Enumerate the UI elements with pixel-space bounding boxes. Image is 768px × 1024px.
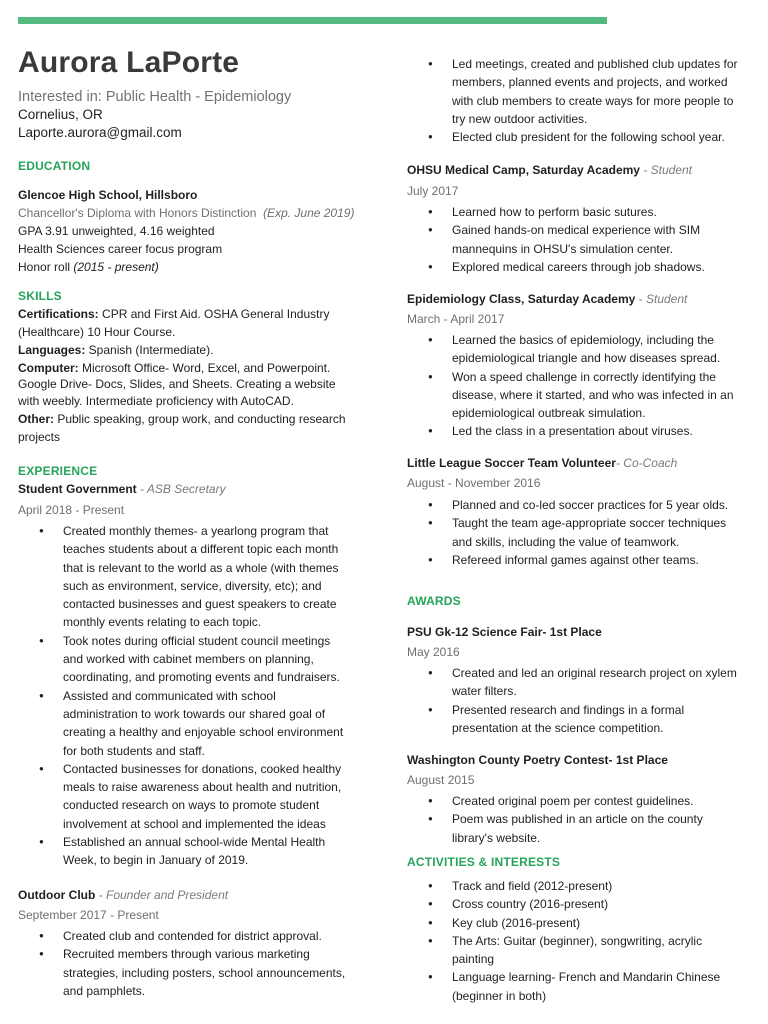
job-title-ohsu — [407, 163, 692, 177]
list-item — [18, 927, 368, 945]
list-item — [407, 914, 752, 932]
skill-other — [18, 410, 346, 428]
list-item — [407, 496, 752, 514]
bullet-text-line: involvement at school and implemented the ideas — [63, 816, 326, 831]
list-item — [407, 810, 752, 847]
bullet-text-line: water filters. — [452, 684, 517, 699]
other-line2: projects — [18, 430, 61, 444]
honor-text: Honor roll — [18, 260, 71, 274]
job-title-little-league — [407, 456, 677, 470]
list-item — [407, 368, 752, 423]
bullet-text-line: coordinating, and promoting events and fundraisers. — [63, 670, 340, 685]
job-date: March - April 2017 — [407, 312, 505, 326]
list-item — [407, 514, 752, 551]
list-item — [18, 687, 368, 760]
bullet-text-line: meals to raise awareness about health and nutrition, — [63, 780, 342, 795]
bullet-text-line: mannequins in OHSU's simulation center. — [452, 241, 674, 256]
other-label: Other: — [18, 412, 54, 426]
bullet-text-line: ● Led meetings, created and published club updates for — [452, 57, 738, 71]
award-date: May 2016 — [407, 645, 460, 659]
list-item — [407, 551, 752, 569]
awards-heading: AWARDS — [407, 594, 461, 608]
job-title: Outdoor Club — [18, 888, 96, 902]
bullet-text-line: ● The Arts: Guitar (beginner), songwriting, acrylic — [452, 933, 703, 948]
bullet-text-line: administration to work towards our shared goal of — [63, 706, 326, 721]
bullet-text-line: try new outdoor activities. — [452, 111, 588, 126]
job-title-student-government — [18, 482, 226, 496]
award-title-psu: PSU Gk-12 Science Fair- 1st Place — [407, 625, 602, 639]
bullet-text-line: epidemiological outbreak simulation. — [452, 406, 646, 421]
list-item — [18, 945, 368, 1000]
bullet-text-line: ● Led the class in a presentation about viruses. — [452, 424, 693, 439]
job-date: August - November 2016 — [407, 476, 541, 490]
skill-languages — [18, 341, 213, 359]
honor-years: (2015 - present) — [73, 260, 159, 274]
bullet-text-line: ● Won a speed challenge in correctly identifying the — [452, 369, 716, 384]
list-item — [407, 331, 752, 368]
list-item — [18, 632, 368, 687]
list-item — [407, 877, 752, 895]
bullet-text-line: conducted research on ways to promote student — [63, 798, 320, 813]
bullets-outdoor-club-continued — [407, 55, 752, 146]
interest-line: Interested in: Public Health - Epidemiology — [18, 89, 292, 105]
bullet-text-line: disease, where it started, and who was infected in an — [452, 387, 734, 402]
cert-line2: (Healthcare) 10 Hour Course. — [18, 325, 176, 339]
bullet-text-line: ● Explored medical careers through job shadows. — [452, 259, 705, 274]
bullet-text-line: ● Created original poem per contest guidelines. — [452, 794, 694, 808]
list-item — [407, 932, 752, 969]
diploma-exp: (Exp. June 2019) — [263, 206, 355, 220]
list-item — [18, 522, 368, 632]
bullet-text-line: with club members to create ways for more people to — [452, 93, 734, 108]
job-title-outdoor-club — [18, 888, 228, 902]
list-item — [18, 760, 368, 833]
lang-text: Spanish (Intermediate). — [85, 343, 214, 357]
job-title: OHSU Medical Camp, Saturday Academy — [407, 163, 640, 177]
bullet-text-line: library's website. — [452, 830, 541, 845]
job-title-epidemiology — [407, 292, 687, 306]
bullets-washington-county — [407, 792, 752, 847]
bullets-student-government — [18, 522, 368, 870]
job-date: July 2017 — [407, 184, 459, 198]
location: Cornelius, OR — [18, 107, 103, 122]
skills-heading: SKILLS — [18, 289, 62, 303]
bullets-little-league — [407, 496, 752, 569]
bullets-outdoor-club — [18, 927, 368, 1000]
program-line: Health Sciences career focus program — [18, 242, 223, 256]
job-date: April 2018 - Present — [18, 503, 125, 517]
job-role: - Co-Coach — [615, 456, 678, 470]
bullet-text-line: ● Taught the team age-appropriate soccer techniques — [452, 516, 727, 531]
cert-line1: CPR and First Aid. OSHA General Industry — [98, 307, 330, 321]
list-item — [407, 968, 752, 1005]
list-item — [407, 664, 752, 701]
bullet-text-line: ● Cross country (2016-present) — [452, 897, 609, 912]
experience-heading: EXPERIENCE — [18, 464, 98, 478]
bullet-text-line: strategies, including posters, school announcements, — [63, 965, 346, 980]
list-item — [407, 128, 752, 146]
lang-label: Languages: — [18, 343, 86, 357]
bullet-text-line: and skills, including the value of teamwork. — [452, 534, 680, 549]
list-item — [407, 895, 752, 913]
bullets-ohsu — [407, 203, 752, 276]
job-date: September 2017 - Present — [18, 908, 159, 922]
list-item — [407, 258, 752, 276]
bullet-text-line: ● Track and field (2012-present) — [452, 879, 613, 893]
bullet-text-line: monthly events relating to each topic. — [63, 615, 262, 630]
candidate-name: Aurora LaPorte — [18, 46, 240, 79]
gpa-line: GPA 3.91 unweighted, 4.16 weighted — [18, 224, 215, 238]
job-title: Epidemiology Class, Saturday Academy — [407, 292, 636, 306]
job-role: - ASB Secretary — [136, 482, 226, 496]
bullet-text-line: ● Planned and co-led soccer practices for 5 year olds. — [452, 498, 729, 512]
job-role: - Founder and President — [95, 888, 229, 902]
bullet-text-line: ● Learned how to perform basic sutures. — [452, 205, 657, 219]
bullet-text-line: ● Created and led an original research project on xylem — [452, 666, 737, 680]
bullets-psu — [407, 664, 752, 737]
bullet-text-line: ● Refereed informal games against other teams. — [452, 552, 699, 567]
diploma-line — [18, 204, 354, 222]
list-item — [407, 203, 752, 221]
list-item — [407, 55, 752, 128]
bullet-text-line: ● Gained hands-on medical experience with SIM — [452, 223, 701, 238]
bullets-activities — [407, 877, 752, 1005]
bullet-text-line: ● Learned the basics of epidemiology, including the — [452, 333, 714, 347]
job-title: Little League Soccer Team Volunteer — [407, 456, 616, 470]
job-title: Student Government — [18, 482, 137, 496]
email[interactable]: Laporte.aurora@gmail.com — [18, 125, 182, 140]
bullet-text-line: ● Created club and contended for district approval. — [63, 929, 322, 943]
job-role: - Student — [635, 292, 688, 306]
bullet-text-line: ● Created monthly themes- a yearlong program that — [63, 524, 329, 538]
bullet-text-line: ● Established an annual school-wide Mental Health — [63, 835, 326, 850]
bullet-text-line: and pamphlets. — [63, 983, 146, 998]
award-title-washington-county: Washington County Poetry Contest- 1st Place — [407, 753, 668, 767]
skill-certifications — [18, 305, 329, 323]
bullet-text-line: epidemiological triangle and how diseases spread. — [452, 351, 721, 366]
bullet-text-line: such as environment, service, diversity, etc); and — [63, 578, 322, 593]
bullet-text-line: Week, to begin in January of 2019. — [63, 853, 249, 868]
bullet-text-line: ● Presented research and findings in a formal — [452, 702, 685, 717]
bullet-text-line: creating a healthy and enjoyable school environment — [63, 725, 344, 740]
bullets-epidemiology — [407, 331, 752, 441]
comp-line3: with weebly. Intermediate proficiency with AutoCAD. — [18, 394, 294, 408]
bullet-text-line: ● Key club (2016-present) — [452, 915, 581, 930]
bullet-text-line: contacted businesses and guest speakers to create — [63, 597, 337, 612]
list-item — [407, 792, 752, 810]
comp-line2: Google Drive- Docs, Slides, and Sheets. Creating a website — [18, 377, 336, 391]
job-role: - Student — [639, 163, 692, 177]
list-item — [407, 422, 752, 440]
bullet-text-line: ● Contacted businesses for donations, cooked healthy — [63, 761, 342, 776]
comp-label: Computer: — [18, 361, 79, 375]
bullet-text-line: (beginner in both) — [452, 988, 547, 1003]
diploma-text: Chancellor's Diploma with Honors Distinction — [18, 206, 257, 220]
cert-label: Certifications: — [18, 307, 99, 321]
bullet-text-line: painting — [452, 952, 495, 967]
bullet-text-line: ● Recruited members through various marketing — [63, 947, 310, 962]
list-item — [407, 701, 752, 738]
activities-heading: ACTIVITIES & INTERESTS — [407, 855, 561, 869]
school-name: Glencoe High School, Hillsboro — [18, 188, 198, 202]
education-heading: EDUCATION — [18, 159, 91, 173]
bullet-text-line: and worked with cabinet members on planning, — [63, 652, 314, 667]
honor-line — [18, 258, 159, 276]
bullet-text-line: ● Poem was published in an article on the county — [452, 812, 703, 827]
list-item — [407, 221, 752, 258]
bullet-text-line: ● Took notes during official student council meetings — [63, 633, 331, 648]
bullet-text-line: teaches students about a different topic each month — [63, 542, 339, 557]
bullet-text-line: members, planned events and projects, and worked — [452, 75, 728, 90]
list-item — [18, 833, 368, 870]
header-accent-bar — [18, 17, 607, 24]
bullet-text-line: ● Assisted and communicated with school — [63, 688, 276, 703]
bullet-text-line: that is relevant to the world as a whole (with themes — [63, 560, 339, 575]
comp-line1: Microsoft Office- Word, Excel, and Powerpoint. — [78, 361, 331, 375]
other-line1: Public speaking, group work, and conducting research — [54, 412, 346, 426]
bullet-text-line: for both students and staff. — [63, 743, 205, 758]
bullet-text-line: ● Language learning- French and Mandarin Chinese — [452, 970, 721, 985]
award-date: August 2015 — [407, 773, 475, 787]
bullet-text-line: ● Elected club president for the following school year. — [452, 130, 725, 145]
bullet-text-line: presentation at the science competition. — [452, 720, 664, 735]
